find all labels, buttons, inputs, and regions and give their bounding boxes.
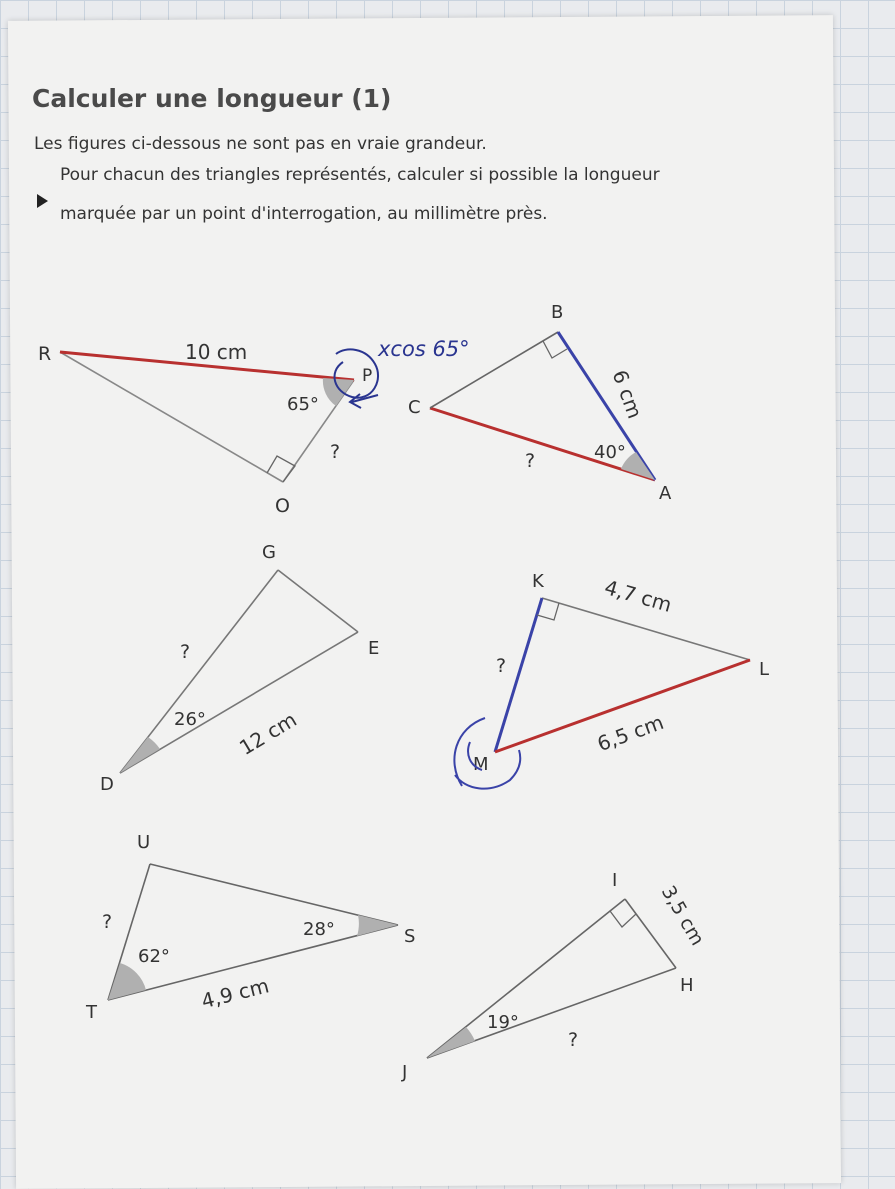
side-de [120, 632, 358, 773]
label-28deg: 28° [303, 919, 335, 940]
triangle-abc [408, 302, 672, 504]
angle-arc-j [427, 1027, 475, 1058]
label-4-7cm: 4,7 cm [601, 574, 675, 617]
right-angle-mark-b [543, 341, 567, 358]
unknown-ca: ? [525, 450, 536, 472]
angle-arc-s [357, 915, 398, 936]
label-12cm: 12 cm [235, 707, 301, 760]
vertex-g: G [262, 542, 276, 563]
vertex-l: L [759, 659, 770, 680]
unknown-tu: ? [102, 911, 113, 933]
handwritten-note: xcos 65° [378, 337, 470, 361]
label-19deg: 19° [487, 1012, 519, 1033]
label-65deg: 65° [287, 394, 319, 415]
vertex-c: C [408, 397, 421, 418]
triangle-dge [100, 542, 379, 795]
vertex-r: R [38, 343, 52, 365]
vertex-k: K [532, 571, 544, 592]
label-3-5cm: 3,5 cm [656, 881, 709, 950]
triangle-stu [85, 832, 415, 1023]
unknown-km: ? [496, 655, 507, 677]
right-angle-mark-o [267, 456, 295, 482]
vertex-t: T [86, 1002, 97, 1023]
vertex-d: D [100, 774, 114, 795]
label-40deg: 40° [594, 442, 626, 463]
vertex-u: U [137, 832, 151, 853]
vertex-i: I [612, 870, 618, 891]
vertex-j: J [402, 1062, 408, 1083]
side-ji [427, 899, 625, 1058]
instruction-line-1: Pour chacun des triangles représentés, calculer si possible la longueur [60, 165, 660, 185]
unknown-op: ? [330, 441, 341, 463]
vertex-s: S [404, 926, 416, 947]
angle-arc-d [120, 737, 160, 773]
vertex-p: P [362, 366, 373, 386]
instruction-line-2: marquée par un point d'interrogation, au millimètre près. [60, 204, 548, 224]
label-6cm: 6 cm [607, 366, 648, 422]
vertex-h: H [680, 975, 694, 996]
label-10cm: 10 cm [185, 340, 248, 364]
label-62deg: 62° [138, 946, 170, 967]
vertex-o: O [275, 495, 290, 517]
subtitle: Les figures ci-dessous ne sont pas en vraie grandeur. [34, 134, 487, 154]
unknown-dg: ? [180, 641, 191, 663]
label-4-9cm: 4,9 cm [198, 973, 272, 1014]
side-ge [278, 570, 358, 632]
page-title: Calculer une longueur (1) [32, 84, 392, 113]
vertex-e: E [368, 638, 380, 659]
unknown-jh: ? [568, 1029, 579, 1051]
vertex-m: M [473, 754, 489, 775]
right-angle-mark-i [610, 911, 636, 927]
triangle-klm [454, 571, 769, 789]
vertex-b: B [551, 302, 564, 323]
triangle-hij [401, 870, 708, 1083]
vertex-a: A [659, 483, 672, 504]
label-26deg: 26° [174, 709, 206, 730]
label-6-5cm: 6,5 cm [594, 710, 667, 757]
triangle-rop [38, 337, 470, 517]
